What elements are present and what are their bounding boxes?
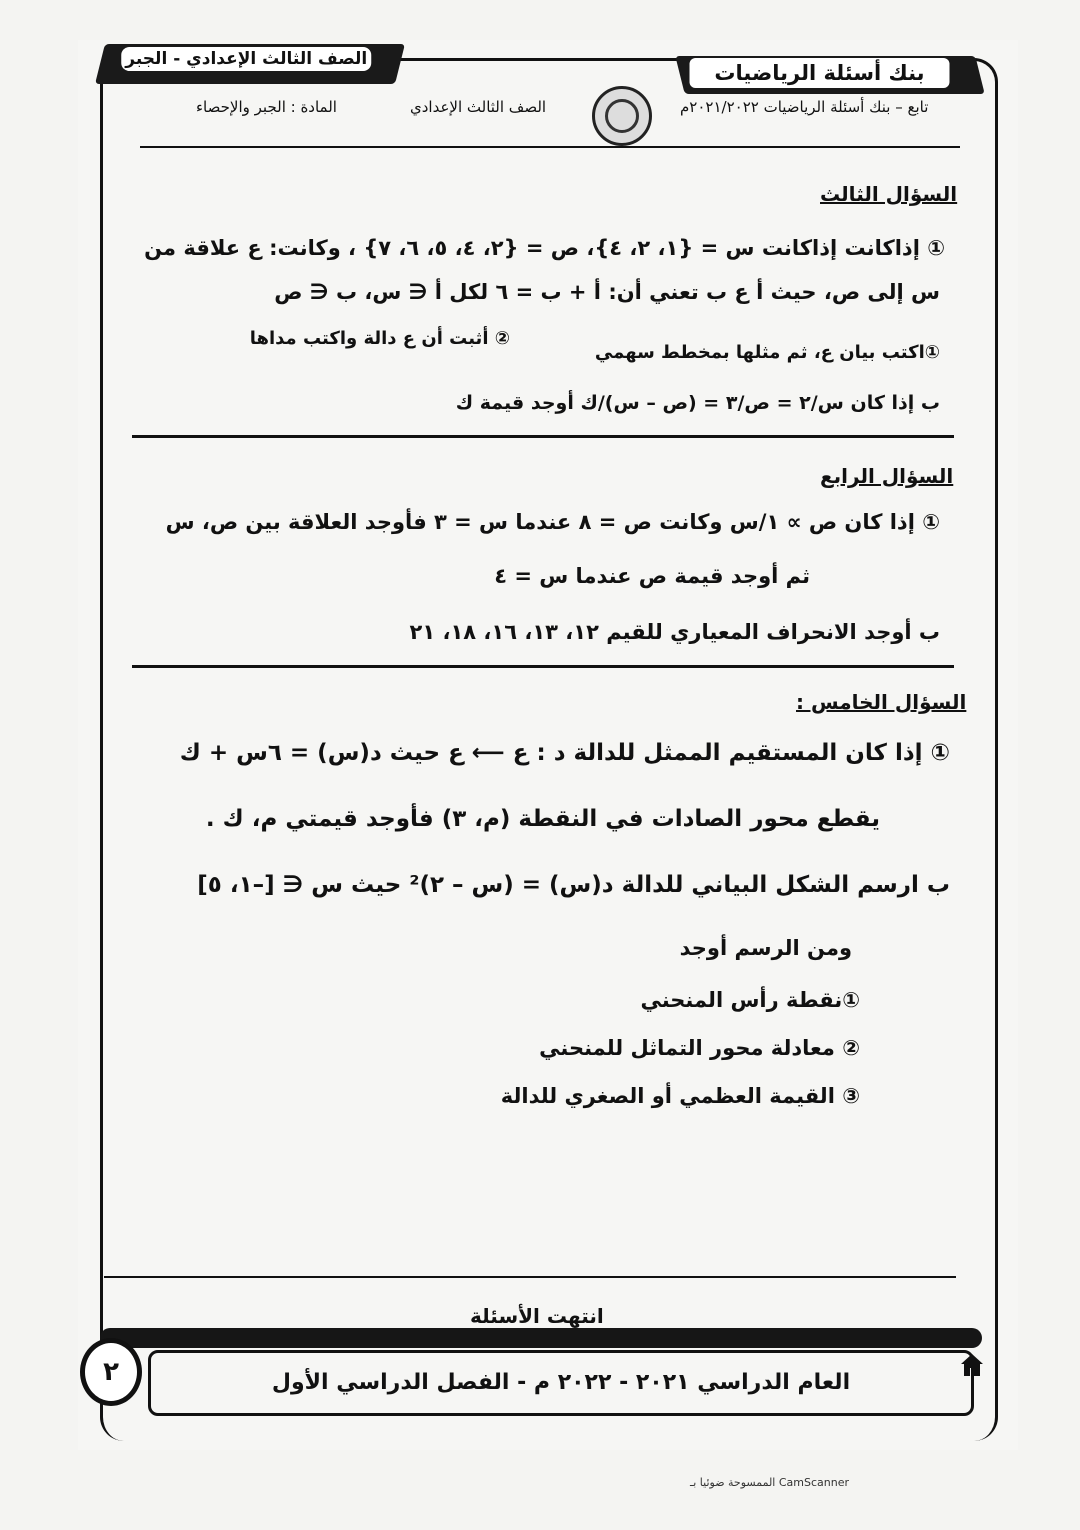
q5-line1: ① إذا كان المستقيم الممثل للدالة د : ع ⟵ ع حيث د(س) = ٦س + ك (179, 740, 950, 766)
q3-line1: ① إذاكانت إذاكانت س = {١، ٢، ٤}، ص = {٢، ٤، ٥، ٦، ٧} ، وكانت: ع علاقة من (144, 236, 945, 260)
subheader-right: تابع – بنك أسئلة الرياضيات ٢٠٢١/٢٠٢٢م (680, 98, 929, 116)
q4-line3: ب أوجد الانحراف المعياري للقيم ١٢، ١٣، ١٦، ١٨، ٢١ (409, 620, 940, 644)
q3-part-a: ①اكتب بيان ع، ثم مثلها بمخطط سهمي (594, 342, 940, 363)
q5-item2: ② معادلة محور التماثل للمنحني (539, 1036, 860, 1060)
subheader-left: المادة : الجبر والإحصاء (196, 98, 337, 116)
q5-item3: ③ القيمة العظمي أو الصغري للدالة (500, 1084, 860, 1108)
grade-banner-text: الصف الثالث الإعدادي - الجبر (121, 47, 371, 71)
footer-text: العام الدراسي ٢٠٢١ - ٢٠٢٢ م - الفصل الدراسي الأول (271, 1370, 851, 1395)
divider-q4 (132, 665, 954, 668)
end-of-questions: انتهت الأسئلة (470, 1304, 604, 1328)
q4-line2: ثم أوجد قيمة ص عندما س = ٤ (494, 564, 810, 588)
q5-item1: ①نقطة رأس المنحني (640, 988, 860, 1012)
q4-line1: ① إذا كان ص ∝ ١/س وكانت ص = ٨ عندما س = ٣ فأوجد العلاقة بين ص، س (165, 510, 940, 534)
school-logo-icon (592, 86, 652, 146)
footer-bar (100, 1328, 982, 1348)
question-bank-banner (675, 56, 984, 94)
q5-title: السؤال الخامس : (796, 690, 967, 714)
header-divider (140, 146, 960, 148)
q3-line4: ب إذا كان س/٢ = ص/٣ = (ص – س)/ك أوجد قيمة ك (455, 392, 940, 414)
question-bank-banner-text: بنك أسئلة الرياضيات (690, 58, 950, 88)
q3-line2: س إلى ص، حيث أ ع ب تعني أن: أ + ب = ٦ لكل أ ∈ س، ب ∈ ص (274, 280, 940, 304)
grade-banner (95, 44, 405, 84)
footer-box (148, 1350, 974, 1416)
divider-q3 (132, 435, 954, 438)
q4-title: السؤال الرابع (820, 464, 954, 488)
home-icon (960, 1352, 984, 1378)
page-number: ٢ (80, 1338, 142, 1406)
q5-line2: يقطع محور الصادات في النقطة (م، ٣) فأوجد قيمتي م، ك . (205, 806, 880, 832)
divider-end (104, 1276, 956, 1278)
q3-part-b: ② أثبت أن ع دالة واكتب مداها (249, 328, 510, 349)
q5-line3: ب ارسم الشكل البياني للدالة د(س) = (س – ٢)² حيث س ∈ [–١، ٥] (197, 872, 950, 898)
subheader-center: الصف الثالث الإعدادي (410, 98, 547, 116)
scanner-watermark: الممسوحة ضوئيا بـ CamScanner (690, 1476, 849, 1489)
q5-line4: ومن الرسم أوجد (679, 936, 852, 960)
q3-title: السؤال الثالث (820, 182, 958, 206)
